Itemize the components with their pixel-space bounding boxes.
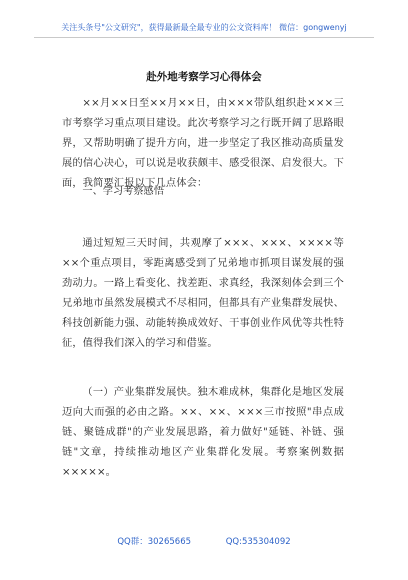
header-divider [34,37,374,38]
subsection-paragraph-block [62,383,344,483]
header-banner: 关注头条号"公文研究"，获得最新最全最专业的公文资料库！ 微信：gongwenyj [61,23,347,32]
footer-qq: QQ:535304092 [225,537,291,547]
section-heading: 一、学习考察感悟 [82,186,164,197]
intro-paragraph-block [62,94,344,194]
document-title: 赴外地考察学习心得体会 [146,71,262,83]
subsection-paragraph: （一）产业集群发展快。独木难成林，集群化是地区发展迈向大而强的必由之路。××、××、×××三市按照"串点成链、聚链成群"的产业发展思路，着力做好"延链、补链、强链"文章，持续推动地区产业集群化发展。考察案例数据×××××。 [62,387,344,478]
footer-qq-group: QQ群：30265665 [117,537,192,547]
section-heading-block [62,182,344,202]
insight-paragraph-block [62,234,344,354]
intro-paragraph: ××月××日至××月××日，由×××带队组织赴×××三市考察学习重点项目建设。此次考察学习之行既开阔了思路眼界，又帮助明确了提升方向，进一步坚定了我区推动高质量发展的信心决心，可以说是收获颇丰、感受很深、启发很大。下面，我简要汇报以下几点体会： [62,98,344,189]
insight-paragraph: 通过短短三天时间，共观摩了×××、×××、××××等××个重点项目，零距离感受到了兄弟地市抓项目谋发展的强劲动力。一路上看变化、找差距、求真经，我深刻体会到三个兄弟地市虽然发展模式不尽相同，但都具有产业集群发展快、科技创新能力强、动能转换成效好、干事创业作风优等共性特征，值得我们深入的学习和借鉴。 [62,238,344,349]
footer-contact [0,535,408,547]
